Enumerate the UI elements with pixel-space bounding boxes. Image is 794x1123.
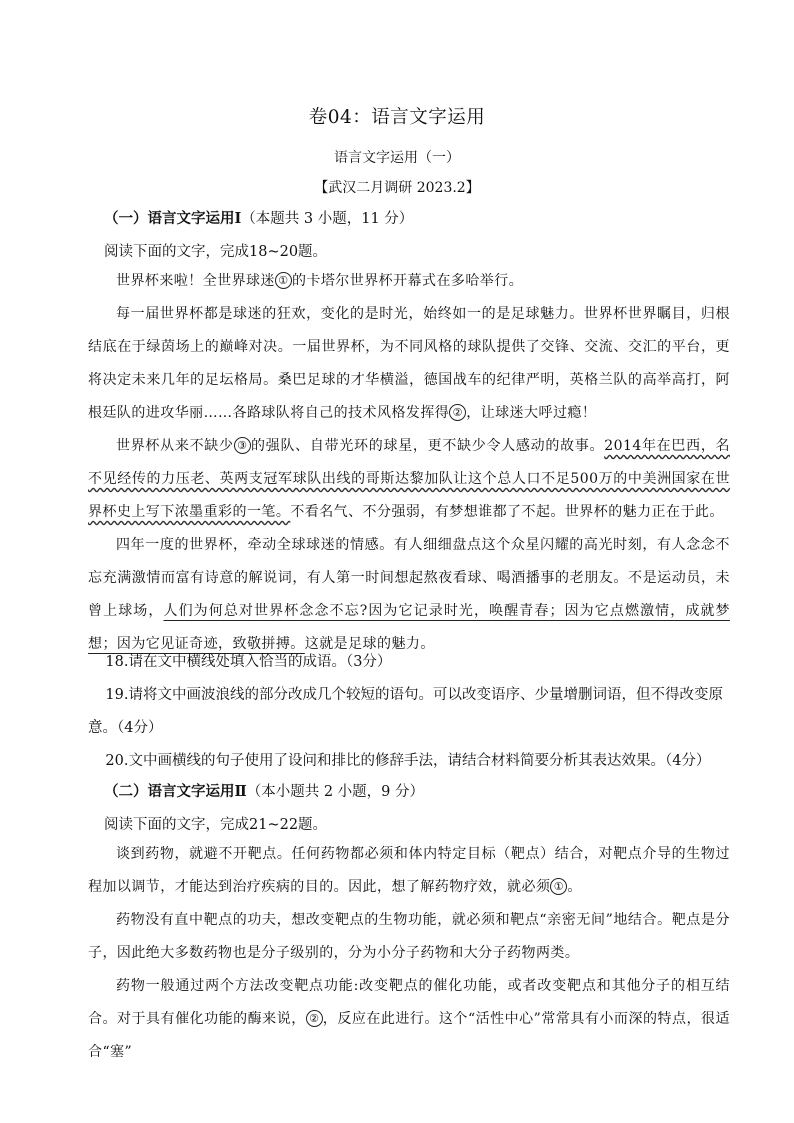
passage-paragraph	[88, 298, 730, 430]
text-span: 世界杯来啦！全世界球迷	[116, 273, 275, 289]
section2-instruction: 阅读下面的文字，完成21~22题。	[104, 817, 328, 833]
section1-heading	[104, 207, 413, 228]
wavy-underlined-text: 2014年在巴西，名不见经传的力压老、英两支冠军球队出线的哥斯达黎加队让这个总人口不足500万的中美洲国家在世界杯史上写下浓墨重彩的一笔。	[88, 438, 730, 520]
page-title: 卷04：语言文字运用	[308, 107, 486, 128]
blank-marker-2: ②	[449, 404, 466, 421]
text-span: 的强队、自带光环的球星，更不缺少令人感动的故事。	[250, 438, 605, 454]
section1-passage	[88, 265, 730, 661]
passage-paragraph	[88, 265, 730, 298]
source-label: 【武汉二月调研 2023.2】	[314, 180, 480, 196]
section2-meta: （本小题共 2 小题，9 分）	[246, 784, 425, 800]
text-span: 的卡塔尔世界杯开幕式在多哈举行。	[291, 273, 524, 289]
passage-paragraph: 药物没有直中靶点的功夫，想改变靶点的生物功能，就必须和靶点“亲密无间”地结合。靶点是分子，因此绝大多数药物也是分子级别的，分为小分子药物和大分子药物两类。	[88, 912, 730, 961]
passage-paragraph	[88, 970, 730, 1069]
section1-instruction: 阅读下面的文字，完成18~20题。	[104, 244, 328, 260]
text-span: 这就是足球的魅力。	[304, 636, 435, 652]
passage-paragraph	[88, 838, 730, 904]
blank-marker-2: ②	[306, 1010, 323, 1027]
questions-block	[88, 646, 730, 778]
passage-paragraph	[88, 529, 730, 661]
question-18: 18.请在文中横线处填入恰当的成语。（3分）	[105, 654, 392, 670]
passage-paragraph	[88, 430, 730, 529]
text-span: 谈到药物，就避不开靶点。任何药物都必须和体内特定目标（靶点）结合，对靶点介导的生物过程加以调节，才能达到治疗疾病的目的。因此，想了解药物疗效，就必须	[88, 846, 730, 895]
blank-marker-1: ①	[275, 272, 292, 289]
section1-heading-text: （一）语言文字运用Ⅰ	[104, 210, 242, 227]
question-20: 20.文中画横线的句子使用了设问和排比的修辞手法，请结合材料简要分析其表达效果。（4分）	[105, 753, 711, 769]
section-subtitle: 语言文字运用（一）	[334, 150, 460, 166]
text-span: 每一届世界杯都是球迷的狂欢，变化的是时光，始终如一的是足球魅力。世界杯世界瞩目，归根结底在于绿茵场上的巅峰对决。一届世界杯，为不同风格的球队提供了交锋、交流、交汇的平台，更将决定未来几年的足坛格局。桑巴足球的才华横溢，德国战车的纪律严明，英格兰队的高举高打，阿根廷队的进攻华丽……各路球队将自己的技术风格发挥得	[88, 306, 730, 421]
text-span: ，让球迷大呼过瘾！	[466, 405, 597, 421]
text-span: 不看名气、不分强弱，有梦想谁都了不起。世界杯的魅力正在于此。	[290, 504, 724, 520]
question-19: 19.请将文中画波浪线的部分改成几个较短的语句。可以改变语序、少量增删词语，但不得改变原意。（4分）	[88, 687, 723, 736]
section1-meta: （本题共 3 小题，11 分）	[241, 211, 414, 227]
text-span: 四年一度的世界杯，牵动全球球迷的情感。有人细细盘点这个众星闪耀的高光时刻，有人念念不忘充满激情而富有诗意的解说词，有人第一时间想起熬夜看球、喝酒播事的老朋友。不是运动员，未曾上球场，	[88, 537, 730, 619]
blank-marker-3: ③	[234, 437, 251, 454]
section2-heading	[104, 780, 424, 801]
section2-passage	[88, 838, 730, 1069]
text-span: 药物一般通过两个方法改变靶点功能:改变靶点的催化功能，或者改变靶点和其他分子的相互结合。对于具有催化功能的酶来说，	[88, 978, 730, 1027]
blank-marker-1: ①	[550, 878, 567, 895]
section2-heading-text: （二）语言文字运用Ⅱ	[104, 783, 247, 800]
text-span: ，反应在此进行。这个“活性中心”常常具有小而深的特点，很适合“塞”	[88, 1011, 730, 1060]
text-span: 。	[567, 879, 582, 895]
underlined-text: 人们为何总对世界杯念念不忘?因为它记录时光，唤醒青春；因为它点燃激情，成就梦想；因为它见证奇迹，致敬拼搏。	[88, 603, 730, 652]
text-span: 世界杯从来不缺少	[116, 438, 234, 454]
